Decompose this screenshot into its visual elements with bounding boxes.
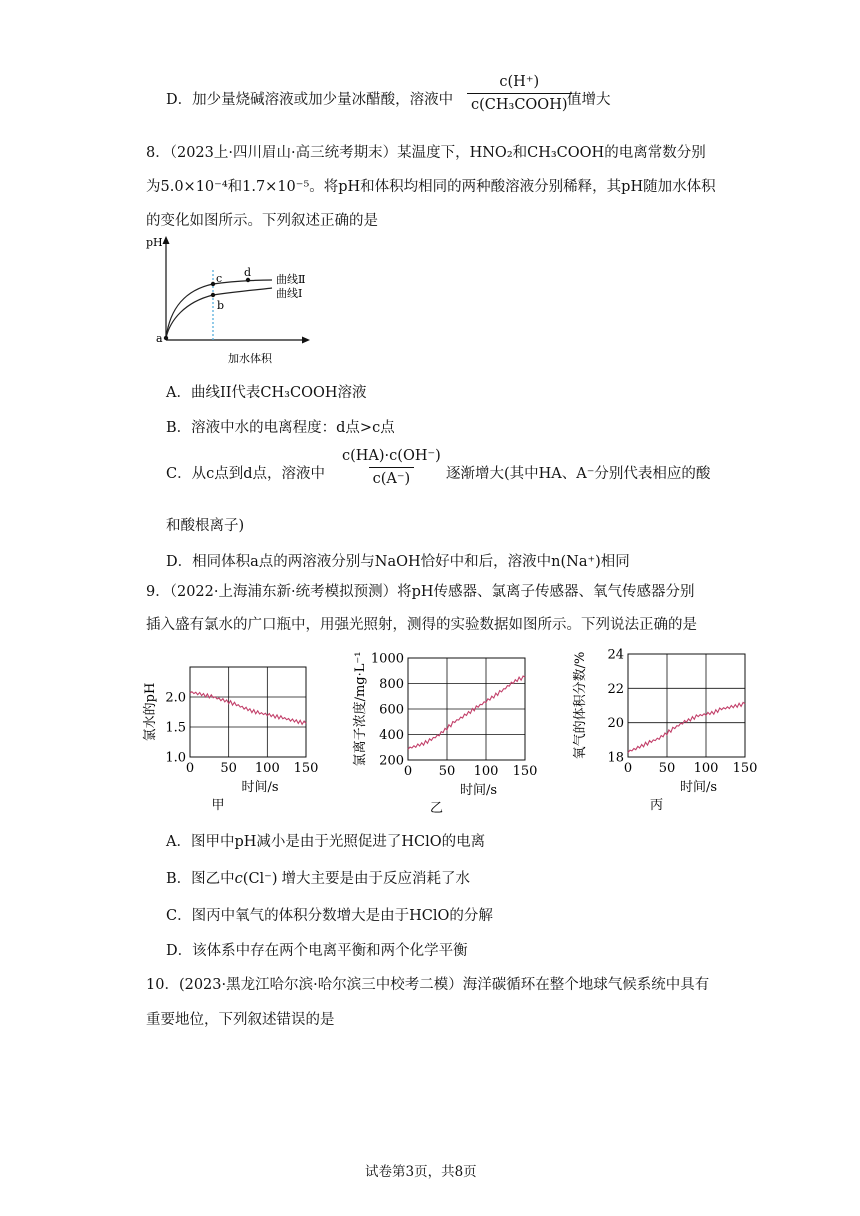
q7-option-d-suffix: 值增大	[567, 92, 611, 108]
y-tick-label: 18	[607, 750, 624, 766]
q8-option-c-text: C．从c点到d点，溶液中	[166, 466, 325, 482]
x-tick-label: 150	[512, 764, 538, 779]
q9-option-b	[166, 867, 470, 888]
water-volume-axis-label: 加水体积	[228, 352, 272, 365]
q8-stem-line1: 8．（2023上·四川眉山·高三统考期末）某温度下，HNO₂和CH₃COOH的电离常数分别	[146, 145, 706, 161]
q7-option-d-text: D．加少量烧碱溶液或加少量冰醋酸，溶液中	[166, 92, 454, 108]
q8-stem-line3: 的变化如图所示。下列叙述正确的是	[146, 213, 378, 229]
q9-option-b-suffix: 增大主要是由于反应消耗了水	[281, 871, 470, 887]
q8-option-b: B．溶液中水的电离程度：d点>c点	[166, 420, 395, 436]
x-tick-label: 100	[693, 761, 719, 776]
q9-stem-line2: 插入盛有氯水的广口瓶中，用强光照射，测得的实验数据如图所示。下列说法正确的是	[146, 617, 697, 633]
chart-caption: 乙	[429, 801, 444, 816]
q9-option-a: A．图甲中pH减小是由于光照促进了HClO的电离	[166, 834, 486, 850]
q10-stem-line2: 重要地位，下列叙述错误的是	[146, 1012, 335, 1028]
y-tick-label: 1.5	[165, 720, 186, 736]
y-tick-label: 800	[379, 677, 404, 692]
q9-option-b-prefix: B．图乙中	[166, 871, 235, 887]
chart-ph	[140, 640, 370, 820]
q8-ph-dilution-figure	[140, 228, 340, 368]
x-axis-label: 时间/s	[679, 780, 718, 795]
q8-stem-line2: 为5.0×10⁻⁴和1.7×10⁻⁵。将pH和体积均相同的两种酸溶液分别稀释，其pH随加水体积	[146, 179, 716, 195]
y-tick-label: 20	[607, 716, 624, 732]
y-tick-label: 400	[379, 728, 404, 743]
q10-stem-line1: 10．(2023·黑龙江哈尔滨·哈尔滨三中校考二模）海洋碳循环在整个地球气候系统中具有	[146, 977, 710, 993]
y-tick-label: 200	[379, 753, 404, 769]
x-tick-label: 50	[220, 761, 237, 776]
chart-chloride	[350, 640, 560, 820]
q9-option-d: D．该体系中存在两个电离平衡和两个化学平衡	[166, 943, 468, 959]
x-tick-label: 50	[658, 761, 676, 776]
y-tick-label: 22	[607, 681, 624, 697]
y-tick-label: 2.0	[165, 690, 186, 706]
point-c-label: c	[216, 272, 223, 285]
x-tick-label: 50	[438, 764, 456, 779]
data-series-line	[408, 676, 525, 749]
x-tick-label: 150	[293, 761, 319, 776]
x-tick-label: 0	[403, 764, 413, 779]
fraction-numerator: c(H⁺)	[499, 74, 540, 90]
curve-1	[166, 288, 272, 338]
x-tick-label: 0	[185, 761, 195, 776]
point-a-marker	[164, 336, 168, 340]
y-axis-label: 氧气的体积分数/%	[573, 651, 588, 760]
x-tick-label: 0	[623, 761, 633, 776]
point-a-label: a	[156, 332, 163, 345]
q8-option-c-suffix: 逐渐增大(其中HA、A⁻分别代表相应的酸	[446, 466, 711, 482]
curve-1-label: 曲线Ⅰ	[276, 287, 303, 300]
plot-frame	[190, 667, 306, 757]
q7-option-d-fraction	[467, 74, 572, 113]
x-axis-label: 时间/s	[241, 780, 279, 795]
q9-stem-line1: 9．（2022·上海浦东新·统考模拟预测）将pH传感器、氯离子传感器、氧气传感器分别	[146, 584, 695, 600]
x-axis-label: 时间/s	[459, 783, 498, 798]
chart-caption: 甲	[211, 798, 225, 813]
ph-axis-label: pH	[146, 236, 163, 249]
y-axis-label: 氯离子浓度/mg·L⁻¹	[353, 651, 368, 767]
q8-option-a: A．曲线II代表CH₃COOH溶液	[166, 385, 367, 401]
x-tick-label: 150	[732, 761, 758, 776]
fraction-denominator: c(CH₃COOH)	[467, 93, 572, 113]
point-b-label: b	[217, 299, 225, 312]
concentration-symbol: c	[234, 871, 243, 887]
curve-2-label: 曲线Ⅱ	[276, 273, 306, 286]
fraction-numerator: c(HA)·c(OH⁻)	[342, 448, 441, 464]
q8-option-c-fraction	[338, 448, 445, 487]
point-d-label: d	[244, 266, 252, 279]
q9-option-c: C．图丙中氧气的体积分数增大是由于HClO的分解	[166, 908, 493, 924]
page-footer: 试卷第3页，共8页	[365, 1164, 477, 1180]
data-series-line	[628, 702, 745, 752]
data-series-line	[190, 692, 306, 725]
x-tick-label: 100	[254, 761, 280, 776]
point-b-marker	[211, 293, 215, 297]
q8-option-c-line2: 和酸根离子)	[166, 518, 245, 534]
chart-caption: 丙	[649, 798, 664, 813]
y-tick-label: 600	[379, 702, 404, 718]
y-axis-label: 氯水的pH	[143, 682, 158, 742]
fraction-denominator: c(A⁻)	[369, 467, 415, 487]
q8-option-d: D．相同体积a点的两溶液分别与NaOH恰好中和后，溶液中n(Na⁺)相同	[166, 554, 630, 570]
chloride-ion: (Cl⁻)	[242, 871, 278, 887]
y-tick-label: 1000	[370, 651, 404, 667]
x-tick-label: 100	[473, 764, 499, 779]
y-tick-label: 24	[607, 647, 624, 663]
y-tick-label: 1.0	[165, 750, 186, 766]
chart-oxygen	[570, 640, 770, 820]
point-c-marker	[211, 282, 215, 286]
